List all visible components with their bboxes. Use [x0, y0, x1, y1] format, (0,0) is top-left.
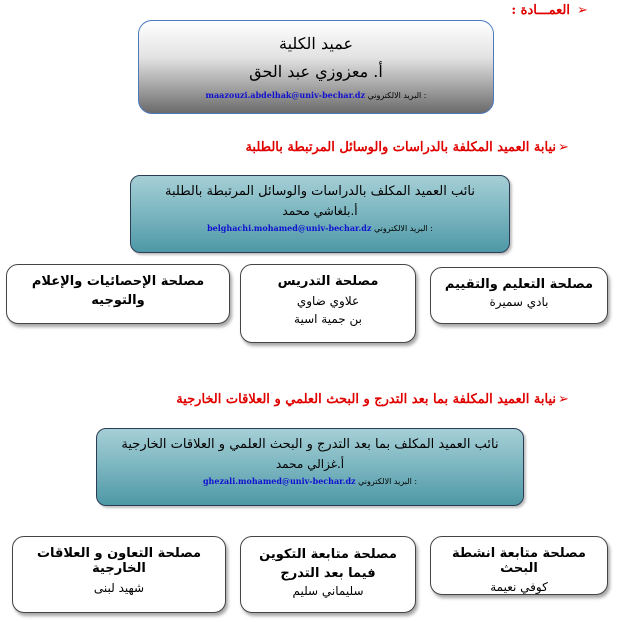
vice-dean-postgrad-email-line [97, 476, 523, 486]
unit-research-activities [430, 536, 608, 595]
vice-dean-studies-name: أ.بلغاشي محمد [282, 204, 358, 218]
unit-staff-name: بادي سميرة [489, 295, 549, 309]
section2-arrow-icon: ➢ [558, 392, 569, 407]
unit-staff-name: كوفي نعيمة [490, 580, 548, 594]
unit-staff-name: بن جمية اسية [294, 312, 362, 326]
vice-dean-postgrad-email[interactable]: ghezali.mohamed@univ-bechar.dz [202, 476, 356, 486]
dean-email-line [139, 90, 493, 100]
unit-postgrad-training [240, 536, 416, 613]
vice-dean-postgrad-box [96, 428, 524, 506]
unit-staff-name: شهيد لبنى [93, 581, 145, 595]
vice-dean-studies-box [130, 175, 510, 253]
unit-title: مصلحة متابعة التكوين فيما بعد التدرج [259, 547, 397, 581]
section1-heading: نيابة العميد المكلفة بالدراسات والوسائل المرتبطة بالطلبة [245, 140, 556, 155]
vice-dean-studies-email[interactable]: belghachi.mohamed@univ-bechar.dz [207, 223, 372, 233]
vice-dean-studies-email-line [131, 223, 509, 233]
vice-dean-postgrad-name: أ.غزالي محمد [275, 457, 345, 471]
unit-title: مصلحة متابعة انشطة البحث [452, 546, 586, 576]
dean-name: أ. معزوزي عبد الحق [249, 62, 383, 81]
dean-email-label: البريد الالكتروني : [367, 91, 427, 100]
unit-title: مصلحة الإحصائيات والإعلام والتوجيه [31, 274, 205, 308]
deanship-arrow-icon: ➢ [577, 3, 588, 18]
dean-email[interactable]: maazouzi.abdelhak@univ-bechar.dz [205, 90, 366, 100]
vice-dean-postgrad-email-label: البريد الالكتروني : [358, 477, 418, 486]
unit-title: مصلحة التعاون و العلاقات الخارجية [36, 546, 202, 576]
unit-title: مصلحة التعليم والتقييم [444, 277, 594, 292]
vice-dean-postgrad-title: نائب العميد المكلف بما بعد التدرج و البحث العلمي و العلاقات الخارجية [121, 437, 499, 452]
dean-box [138, 20, 494, 114]
unit-title: مصلحة التدريس [277, 274, 379, 289]
vice-dean-studies-title: نائب العميد المكلف بالدراسات والوسائل المرتبطة بالطلبة [165, 184, 475, 199]
unit-teaching [240, 264, 416, 343]
deanship-heading: العمـــادة : [511, 3, 570, 18]
section2-heading: نيابة العميد المكلفة بما بعد التدرج و البحث العلمي و العلاقات الخارجية [176, 392, 556, 407]
section1-arrow-icon: ➢ [558, 140, 569, 155]
unit-teaching-evaluation [430, 267, 608, 324]
unit-statistics-media-guidance [6, 264, 230, 324]
unit-cooperation-external-relations [12, 536, 226, 613]
vice-dean-studies-email-label: البريد الالكتروني : [373, 224, 433, 233]
unit-staff-name: علاوي ضاوي [296, 294, 360, 308]
unit-staff-name: سليماني سليم [292, 584, 364, 598]
dean-title: عميد الكلية [279, 34, 353, 53]
